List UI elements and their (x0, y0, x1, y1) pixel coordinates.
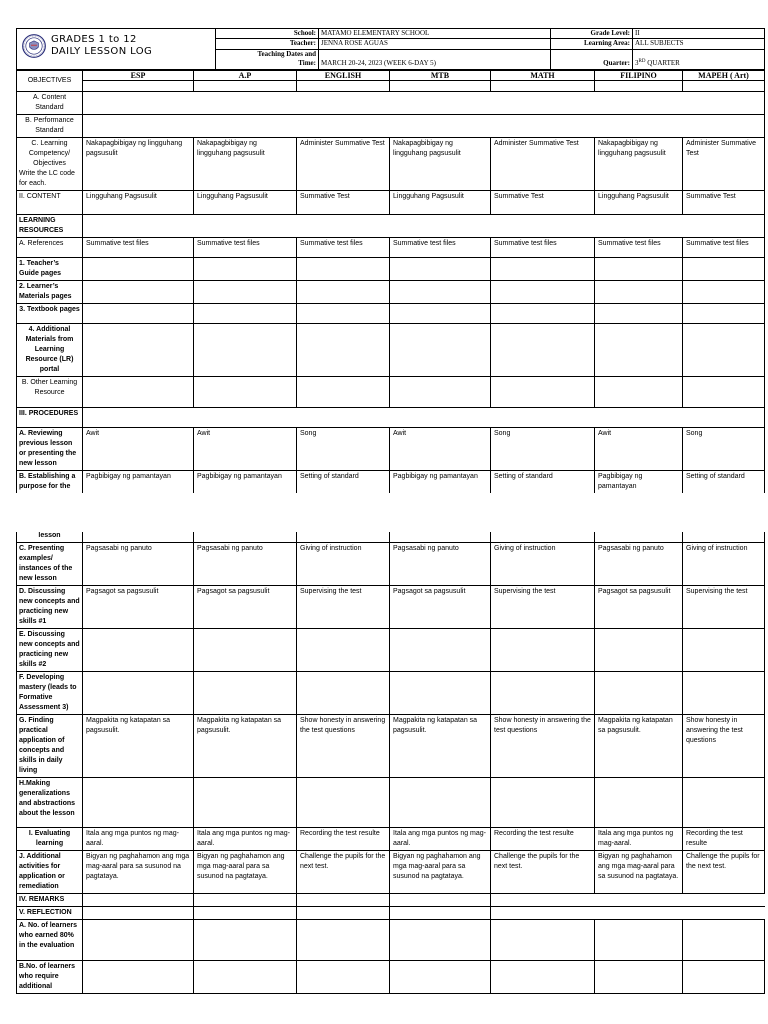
table-cell (83, 893, 194, 906)
mapeh-competency: Administer Summative Test (683, 138, 765, 191)
table-row (17, 919, 765, 960)
table-cell (297, 906, 390, 919)
table-cell (390, 893, 491, 906)
table-cell (83, 81, 194, 92)
table-cell (683, 281, 765, 304)
title-box (16, 28, 215, 70)
esp-presenting: Pagsasabi ng panuto (83, 542, 194, 585)
ap-discussing: Pagsagot sa pagsusulit (194, 585, 297, 628)
row-label-additional-activities: J. Additional activities for application or remediation (17, 850, 83, 893)
ap-references: Summative test files (194, 238, 297, 258)
lc-code-note: Write the LC code for each. (19, 170, 75, 187)
dates-label-line-1: Teaching Dates and (216, 49, 319, 59)
ap-reviewing: Awit (194, 428, 297, 471)
table-cell (491, 304, 595, 324)
row-label-presenting-examples: C. Presenting examples/ instances of the new lesson (17, 542, 83, 585)
math-references: Summative test files (491, 238, 595, 258)
mapeh-reviewing: Song (683, 428, 765, 471)
row-label-no-remediation: B.No. of learners who require additional (17, 960, 83, 993)
table-cell (491, 919, 595, 960)
table-row (17, 258, 765, 281)
title-line-1: GRADES 1 to 12 (51, 34, 137, 45)
header-info-table (215, 28, 765, 70)
row-label-developing-mastery: F. Developing mastery (leads to Formative Assessment 3) (17, 671, 83, 714)
lesson-log-table-page-1 (16, 70, 765, 493)
table-cell (595, 893, 683, 906)
table-cell (194, 377, 297, 408)
ap-content: Lingguhang Pagsusulit (194, 191, 297, 215)
english-finding: Show honesty in answering the test questions (297, 714, 390, 777)
table-cell (683, 777, 765, 827)
table-cell (297, 777, 390, 827)
table-cell (83, 324, 194, 377)
table-cell (83, 377, 194, 408)
table-cell (194, 532, 297, 542)
table-cell (683, 960, 765, 993)
teaching-dates-value: MARCH 20-24, 2023 (WEEK 6-DAY 5) (319, 59, 551, 69)
dates-label-line-2: Time: (216, 59, 319, 69)
table-cell (194, 906, 297, 919)
table-cell (297, 81, 390, 92)
learning-area-value: ALL SUBJECTS (633, 39, 765, 49)
english-content: Summative Test (297, 191, 390, 215)
table-cell (491, 377, 595, 408)
table-cell (683, 906, 765, 919)
table-cell (297, 377, 390, 408)
grade-level-label: Grade Level: (551, 29, 633, 39)
table-cell (390, 919, 491, 960)
esp-finding: Magpakita ng katapatan sa pagsusulit. (83, 714, 194, 777)
deped-seal-icon (22, 34, 46, 58)
table-cell (683, 628, 765, 671)
math-reviewing: Song (491, 428, 595, 471)
table-cell (390, 960, 491, 993)
row-label-references: A. References (17, 238, 83, 258)
math-additional: Challenge the pupils for the next test. (491, 850, 595, 893)
table-row (17, 714, 765, 777)
row-label-performance-standard: B. Performance Standard (17, 115, 83, 138)
english-establishing: Setting of standard (297, 471, 390, 494)
ap-presenting: Pagsasabi ng panuto (194, 542, 297, 585)
row-label-textbook-pages: 3. Textbook pages (17, 304, 83, 324)
table-cell (683, 919, 765, 960)
table-row (17, 585, 765, 628)
table-row (17, 191, 765, 215)
table-cell (595, 258, 683, 281)
row-label-making-generalizations: H.Making generalizations and abstractions about the lesson (17, 777, 83, 827)
quarter-word: QUARTER (645, 59, 680, 68)
teacher-value: JENNA ROSE AGUAS (319, 39, 551, 49)
table-cell (194, 960, 297, 993)
mapeh-additional: Challenge the pupils for the next test. (683, 850, 765, 893)
table-row (17, 542, 765, 585)
table-cell (390, 532, 491, 542)
table-cell (390, 777, 491, 827)
table-row (17, 324, 765, 377)
row-label-discussing-1: D. Discussing new concepts and practicing new skills #1 (17, 585, 83, 628)
english-additional: Challenge the pupils for the next test. (297, 850, 390, 893)
table-cell (390, 81, 491, 92)
filipino-discussing: Pagsagot sa pagsusulit (595, 585, 683, 628)
document-title (51, 34, 152, 58)
table-cell (83, 960, 194, 993)
esp-content: Lingguhang Pagsusulit (83, 191, 194, 215)
table-cell (390, 906, 491, 919)
column-header-row (17, 71, 765, 81)
table-row (17, 671, 765, 714)
quarter-label-spacer (551, 49, 633, 59)
table-row (17, 115, 765, 138)
table-row (17, 281, 765, 304)
mtb-presenting: Pagsasabi ng panuto (390, 542, 491, 585)
table-cell (194, 628, 297, 671)
row-label-reviewing: A. Reviewing previous lesson or presenting the new lesson (17, 428, 83, 471)
table-cell (83, 532, 194, 542)
col-header-english: ENGLISH (297, 71, 390, 81)
mtb-reviewing: Awit (390, 428, 491, 471)
ap-competency: Nakapagbibigay ng lingguhang pagsusulit (194, 138, 297, 191)
table-cell (683, 324, 765, 377)
learning-resources-cell (83, 215, 765, 238)
table-cell (194, 324, 297, 377)
table-cell (683, 304, 765, 324)
col-header-mapeh: MAPEH ( Art) (683, 71, 765, 81)
table-row (17, 893, 765, 906)
quarter-value-spacer (633, 49, 765, 59)
content-standard-cell (83, 92, 765, 115)
row-label-discussing-2: E. Discussing new concepts and practicing new skills #2 (17, 628, 83, 671)
table-cell (390, 324, 491, 377)
row-label-learning-competency (17, 138, 83, 191)
table-cell (297, 324, 390, 377)
table-cell (83, 628, 194, 671)
table-cell (491, 906, 595, 919)
math-finding: Show honesty in answering the test questions (491, 714, 595, 777)
table-cell (595, 304, 683, 324)
row-label-procedures: III. PROCEDURES (17, 408, 83, 428)
table-row (17, 827, 765, 850)
table-cell (297, 281, 390, 304)
mtb-additional: Bigyan ng paghahamon ang mga mag-aaral para sa susunod na pagtataya. (390, 850, 491, 893)
filipino-content: Lingguhang Pagsusulit (595, 191, 683, 215)
table-row (17, 428, 765, 471)
title-line-2: DAILY LESSON LOG (51, 46, 153, 57)
table-cell (595, 919, 683, 960)
lesson-log-table-page-2 (16, 532, 765, 994)
table-cell (297, 919, 390, 960)
ap-additional: Bigyan ng paghahamon ang mga mag-aaral para sa susunod na pagtataya. (194, 850, 297, 893)
row-label-content-standard: A. Content Standard (17, 92, 83, 115)
english-discussing: Supervising the test (297, 585, 390, 628)
mtb-competency: Nakapagbibigay ng lingguhang pagsusulit (390, 138, 491, 191)
filipino-reviewing: Awit (595, 428, 683, 471)
mapeh-finding: Show honesty in answering the test questions (683, 714, 765, 777)
filipino-evaluating: Itala ang mga puntos ng mag-aaral. (595, 827, 683, 850)
table-row (17, 377, 765, 408)
table-row (17, 304, 765, 324)
table-cell (491, 777, 595, 827)
table-cell (683, 532, 765, 542)
table-cell (194, 919, 297, 960)
row-label-finding-practical: G. Finding practical application of concepts and skills in daily living (17, 714, 83, 777)
row-label-establishing-continued: lesson (17, 532, 83, 542)
col-header-mtb: MTB (390, 71, 491, 81)
table-row (17, 777, 765, 827)
table-cell (297, 532, 390, 542)
table-cell (194, 893, 297, 906)
table-cell (595, 324, 683, 377)
esp-additional: Bigyan ng paghahamon ang mga mag-aaral para sa susunod na pagtataya. (83, 850, 194, 893)
table-cell (194, 81, 297, 92)
col-header-filipino: FILIPINO (595, 71, 683, 81)
mtb-evaluating: Itala ang mga puntos ng mag-aaral. (390, 827, 491, 850)
table-cell (491, 258, 595, 281)
table-cell (194, 777, 297, 827)
english-evaluating: Recording the test resulte (297, 827, 390, 850)
row-label-remarks: IV. REMARKS (17, 893, 83, 906)
esp-competency: Nakapagbibigay ng lingguhang pagsusulit (83, 138, 194, 191)
table-cell (595, 532, 683, 542)
mapeh-establishing: Setting of standard (683, 471, 765, 494)
row-label-additional-materials: 4. Additional Materials from Learning Resource (LR) portal (17, 324, 83, 377)
filipino-finding: Magpakita ng katapatan sa pagsusulit. (595, 714, 683, 777)
table-cell (297, 258, 390, 281)
table-cell (491, 628, 595, 671)
mtb-references: Summative test files (390, 238, 491, 258)
table-cell (683, 671, 765, 714)
table-cell (491, 960, 595, 993)
table-cell (491, 893, 595, 906)
quarter-ordinal: RD (638, 59, 646, 65)
table-cell (297, 304, 390, 324)
english-reviewing: Song (297, 428, 390, 471)
mapeh-discussing: Supervising the test (683, 585, 765, 628)
math-evaluating: Recording the test resulte (491, 827, 595, 850)
mtb-content: Lingguhang Pagsusulit (390, 191, 491, 215)
table-cell (83, 304, 194, 324)
table-cell (194, 304, 297, 324)
esp-references: Summative test files (83, 238, 194, 258)
table-row (17, 628, 765, 671)
header-spacer-row (17, 81, 765, 92)
english-competency: Administer Summative Test (297, 138, 390, 191)
table-cell (390, 628, 491, 671)
table-cell (83, 919, 194, 960)
table-cell (491, 81, 595, 92)
row-label-reflection: V. REFLECTION (17, 906, 83, 919)
lesson-log-header (16, 28, 764, 70)
ap-establishing: Pagbibigay ng pamantayan (194, 471, 297, 494)
mtb-establishing: Pagbibigay ng pamantayan (390, 471, 491, 494)
table-row (17, 238, 765, 258)
table-cell (595, 281, 683, 304)
grade-level-value: II (633, 29, 765, 39)
table-row (17, 532, 765, 542)
table-cell (595, 777, 683, 827)
table-cell (390, 281, 491, 304)
table-row (17, 850, 765, 893)
table-row (17, 215, 765, 238)
row-label-other-resource: B. Other Learning Resource (17, 377, 83, 408)
math-competency: Administer Summative Test (491, 138, 595, 191)
mtb-finding: Magpakita ng katapatan sa pagsusulit. (390, 714, 491, 777)
learning-competency-text: C. Learning Competency/ Objectives (28, 140, 71, 167)
table-cell (595, 671, 683, 714)
mtb-discussing: Pagsagot sa pagsusulit (390, 585, 491, 628)
school-label: School: (216, 29, 319, 39)
procedures-cell (83, 408, 765, 428)
quarter-label: Quarter: (551, 59, 633, 69)
table-cell (390, 671, 491, 714)
table-cell (194, 258, 297, 281)
col-header-math: MATH (491, 71, 595, 81)
table-cell (194, 671, 297, 714)
filipino-references: Summative test files (595, 238, 683, 258)
table-cell (595, 377, 683, 408)
teacher-label: Teacher: (216, 39, 319, 49)
table-cell (83, 258, 194, 281)
filipino-presenting: Pagsasabi ng panuto (595, 542, 683, 585)
table-row (17, 906, 765, 919)
table-cell (297, 628, 390, 671)
table-cell (491, 281, 595, 304)
esp-establishing: Pagbibigay ng pamantayan (83, 471, 194, 494)
table-cell (683, 893, 765, 906)
esp-evaluating: Itala ang mga puntos ng mag-aaral. (83, 827, 194, 850)
table-cell (297, 671, 390, 714)
math-establishing: Setting of standard (491, 471, 595, 494)
table-cell (83, 906, 194, 919)
ap-evaluating: Itala ang mga puntos ng mag-aaral. (194, 827, 297, 850)
row-label-teachers-guide: 1. Teacher’s Guide pages (17, 258, 83, 281)
table-cell (595, 81, 683, 92)
row-label-learners-materials: 2. Learner’s Materials pages (17, 281, 83, 304)
row-label-no-80-percent: A. No. of learners who earned 80% in the evaluation (17, 919, 83, 960)
english-references: Summative test files (297, 238, 390, 258)
performance-standard-cell (83, 115, 765, 138)
math-content: Summative Test (491, 191, 595, 215)
row-label-learning-resources: LEARNING RESOURCES (17, 215, 83, 238)
mapeh-evaluating: Recording the test resulte (683, 827, 765, 850)
row-label-content: II. CONTENT (17, 191, 83, 215)
row-label-evaluating: I. Evaluating learning (17, 827, 83, 850)
table-cell (297, 960, 390, 993)
table-cell (83, 281, 194, 304)
filipino-additional: Bigyan ng paghahamon ang mga mag-aaral para sa susunod na pagtataya. (595, 850, 683, 893)
table-cell (595, 628, 683, 671)
table-row (17, 471, 765, 494)
table-cell (491, 324, 595, 377)
esp-reviewing: Awit (83, 428, 194, 471)
ap-finding: Magpakita ng katapatan sa pagsusulit. (194, 714, 297, 777)
table-cell (491, 532, 595, 542)
table-cell (83, 777, 194, 827)
table-cell (595, 960, 683, 993)
table-row (17, 960, 765, 993)
filipino-establishing: Pagbibigay ng pamantayan (595, 471, 683, 494)
learning-area-label: Learning Area: (551, 39, 633, 49)
table-cell (595, 906, 683, 919)
table-cell (297, 893, 390, 906)
col-header-ap: A.P (194, 71, 297, 81)
table-cell (491, 671, 595, 714)
row-label-establishing: B. Establishing a purpose for the (17, 471, 83, 494)
table-cell (390, 377, 491, 408)
table-cell (683, 81, 765, 92)
quarter-number: 3 (635, 59, 639, 68)
math-discussing: Supervising the test (491, 585, 595, 628)
mapeh-content: Summative Test (683, 191, 765, 215)
table-cell (390, 258, 491, 281)
quarter-value (633, 59, 765, 69)
table-cell (683, 377, 765, 408)
mapeh-references: Summative test files (683, 238, 765, 258)
mapeh-presenting: Giving of instruction (683, 542, 765, 585)
school-value: MATAMO ELEMENTARY SCHOOL (319, 29, 551, 39)
english-presenting: Giving of instruction (297, 542, 390, 585)
esp-discussing: Pagsagot sa pagsusulit (83, 585, 194, 628)
table-row (17, 92, 765, 115)
table-row (17, 408, 765, 428)
dates-value-spacer (319, 49, 551, 59)
table-cell (390, 304, 491, 324)
table-cell (194, 281, 297, 304)
table-cell (683, 258, 765, 281)
math-presenting: Giving of instruction (491, 542, 595, 585)
table-cell (83, 671, 194, 714)
col-header-esp: ESP (83, 71, 194, 81)
table-row (17, 138, 765, 191)
objectives-header: OBJECTIVES (17, 71, 83, 92)
filipino-competency: Nakapagbibigay ng lingguhang pagsusulit (595, 138, 683, 191)
